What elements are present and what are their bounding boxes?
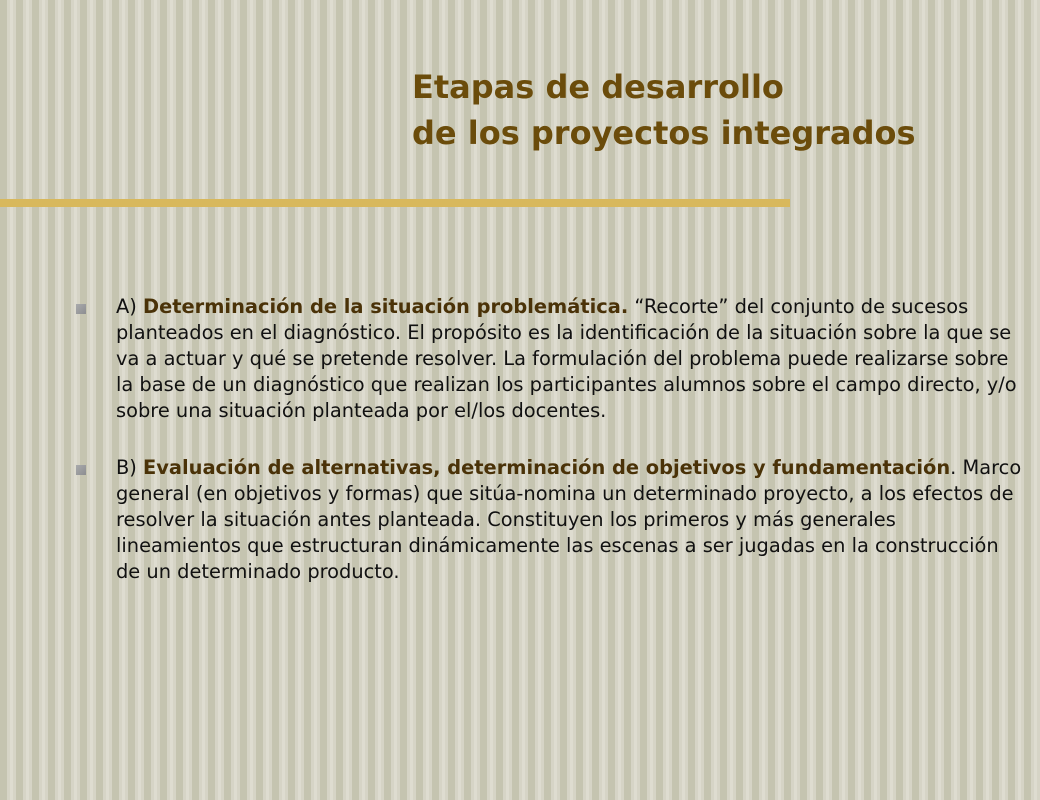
square-bullet-icon [76,465,86,475]
slide-title [412,64,1022,156]
bullet-item-a-prefix: A) [116,295,143,318]
bullet-item-a [74,294,1024,424]
title-divider-bar [0,199,790,207]
bullet-item-a-heading: Determinación de la situación problemática. [143,295,629,318]
square-bullet-icon [76,304,86,314]
bullet-item-b [74,455,1024,585]
bullet-item-b-text: . Marco general (en objetivos y formas) que sitúa-nomina un determinado proyecto, a los efectos de resolver la situación antes planteada. Constituyen los primeros y más generales lineamientos que estructuran dinámicamente las escenas a ser jugadas en la construcción de un determinado producto. [116,456,1022,583]
slide-title-line-1: Etapas de desarrollo [412,68,784,106]
bullet-item-b-prefix: B) [116,456,144,479]
bullet-item-a-text: “Recorte” del conjunto de sucesos planteados en el diagnóstico. El propósito es la identificación de la situación sobre la que se va a actuar y qué se pretende resolver. La formulación del problema puede realizarse sobre la base de un diagnóstico que realizan los participantes alumnos sobre el campo directo, y/o sobre una situación planteada por el/los docentes. [116,295,1017,422]
slide-title-line-2: de los proyectos integrados [412,114,916,152]
bullet-item-b-heading: Evaluación de alternativas, determinación de objetivos y fundamentación [143,456,951,479]
slide-content [74,294,1024,616]
